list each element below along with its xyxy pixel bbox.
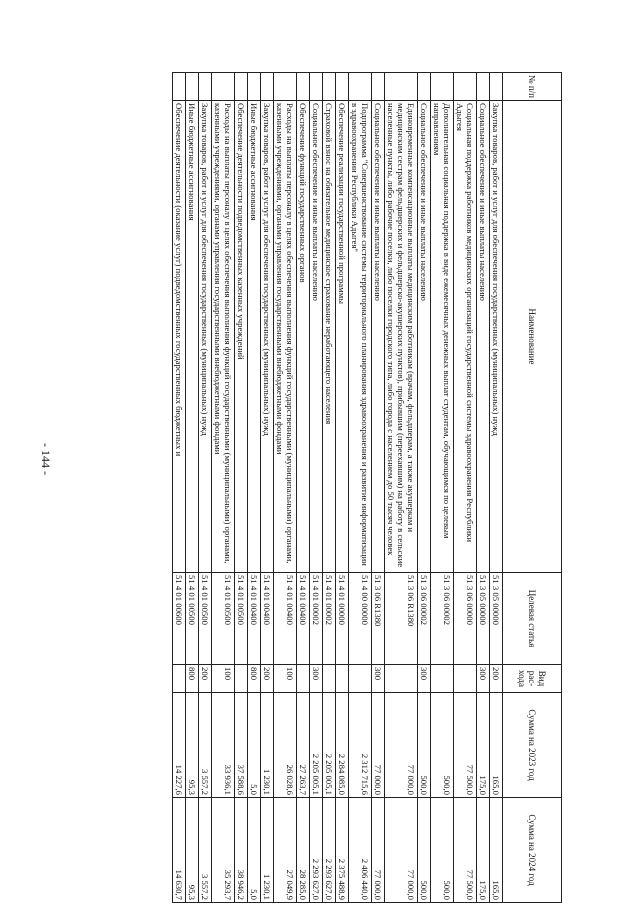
sum-2024-cell: 1 230,1 <box>261 798 274 903</box>
num-cell <box>235 73 248 101</box>
sum-2023-cell: 2 284 085,0 <box>336 693 349 798</box>
sum-2023-cell: 27 263,7 <box>297 693 310 798</box>
sum-2023-cell: 500,0 <box>418 693 431 798</box>
table-row <box>274 73 297 903</box>
sum-2024-cell: 175,0 <box>477 798 490 903</box>
num-cell <box>274 73 297 101</box>
name-cell: Закупка товаров, работ и услуг для обеспечения государственных (муниципальных) нужд <box>261 101 274 573</box>
vid-cell: 200 <box>490 665 503 693</box>
sum-2023-cell: 26 028,6 <box>274 693 297 798</box>
sum-2024-cell: 5,0 <box>248 798 261 903</box>
sum-2024-cell: 38 946,2 <box>235 798 248 903</box>
code-cell: 51 4 01 00002 <box>323 573 336 665</box>
num-cell <box>349 73 372 101</box>
table-header-row <box>503 73 562 903</box>
sum-2024-cell: 500,0 <box>431 798 454 903</box>
table-row <box>261 73 274 903</box>
name-cell: Страховой взнос на обязательное медицинское страхование неработающего населения <box>323 101 336 573</box>
header-num: № п/п <box>503 73 562 101</box>
vid-cell: 800 <box>186 665 199 693</box>
num-cell <box>261 73 274 101</box>
sum-2023-cell: 2 205 005,1 <box>323 693 336 798</box>
num-cell <box>212 73 235 101</box>
code-cell: 51 3 06 00002 <box>431 573 454 665</box>
name-cell: Социальное обеспечение и иные выплаты населению <box>372 101 385 573</box>
sum-2023-cell: 33 936,1 <box>212 693 235 798</box>
vid-cell <box>431 665 454 693</box>
sum-2024-cell: 77 500,0 <box>454 798 477 903</box>
rotated-table-container <box>84 72 562 902</box>
table-row <box>454 73 477 903</box>
sum-2024-cell: 3 557,2 <box>199 798 212 903</box>
code-cell: 51 4 01 00400 <box>248 573 261 665</box>
num-cell <box>199 73 212 101</box>
sum-2023-cell: 1 230,1 <box>261 693 274 798</box>
code-cell: 51 3 05 00000 <box>490 573 503 665</box>
num-cell <box>336 73 349 101</box>
vid-cell: 100 <box>212 665 235 693</box>
sum-2023-cell: 95,3 <box>186 693 199 798</box>
name-cell: Подпрограмма "Совершенствование системы территориального планирования здравоохранения и развитие информатизации в здравоохранении Республики Адыгея" <box>349 101 372 573</box>
name-cell: Социальное обеспечение и иные выплаты населению <box>477 101 490 573</box>
header-vid: Вид рас- хода <box>503 665 562 693</box>
vid-cell <box>323 665 336 693</box>
table-row <box>477 73 490 903</box>
code-cell: 51 4 01 00400 <box>297 573 310 665</box>
code-cell: 51 4 01 00400 <box>274 573 297 665</box>
table-row <box>323 73 336 903</box>
name-cell: Закупка товаров, работ и услуг для обеспечения государственных (муниципальных) нужд <box>199 101 212 573</box>
table-row <box>310 73 323 903</box>
name-cell: Закупка товаров, работ и услуг для обеспечения государственных (муниципальных) нужд <box>490 101 503 573</box>
vid-cell <box>385 665 418 693</box>
vid-cell: 200 <box>261 665 274 693</box>
name-cell: Иные бюджетные ассигнования <box>186 101 199 573</box>
header-name: Наименование <box>503 101 562 573</box>
sum-2024-cell: 27 049,9 <box>274 798 297 903</box>
vid-cell <box>235 665 248 693</box>
sum-2024-cell: 2 406 440,0 <box>349 798 372 903</box>
sum-2023-cell: 5,0 <box>248 693 261 798</box>
table-row <box>173 73 186 903</box>
num-cell <box>372 73 385 101</box>
code-cell: 51 4 01 00500 <box>186 573 199 665</box>
vid-cell <box>349 665 372 693</box>
vid-cell: 300 <box>310 665 323 693</box>
name-cell: Обеспечение деятельности подведомственных казенных учреждений <box>235 101 248 573</box>
name-cell: Социальная поддержка работников медицинских организаций государственной системы здравоохранения Республики Адыгея <box>454 101 477 573</box>
sum-2024-cell: 2 293 627,0 <box>323 798 336 903</box>
name-cell: Обеспечение деятельности (оказание услуг) подведомственных государственных бюджетных и <box>173 101 186 573</box>
sum-2023-cell: 77 000,0 <box>372 693 385 798</box>
code-cell: 51 3 06 R1380 <box>385 573 418 665</box>
sum-2023-cell: 37 588,6 <box>235 693 248 798</box>
num-cell <box>418 73 431 101</box>
code-cell: 51 3 06 00002 <box>418 573 431 665</box>
sum-2024-cell: 14 630,7 <box>173 798 186 903</box>
code-cell: 51 4 01 00500 <box>235 573 248 665</box>
table-row <box>186 73 199 903</box>
vid-cell: 300 <box>418 665 431 693</box>
sum-2024-cell: 2 293 627,0 <box>310 798 323 903</box>
sum-2024-cell: 77 000,0 <box>385 798 418 903</box>
table-row <box>212 73 235 903</box>
vid-cell <box>297 665 310 693</box>
name-cell: Единовременные компенсационные выплаты медицинским работникам (врачам, фельдшерам, а также акушеркам и медицинским сестрам фельдшерских и фельдшерско-акушерских пунктов), прибывшим (переехавшим) на работу в сельские населенные пункты, либо рабочие поселки, либо поселки городского типа, либо города с населением до 50 тысяч человек <box>385 101 418 573</box>
code-cell: 51 4 01 00000 <box>336 573 349 665</box>
code-cell: 51 4 01 00400 <box>261 573 274 665</box>
sum-2024-cell: 2 375 488,9 <box>336 798 349 903</box>
code-cell: 51 4 01 00500 <box>199 573 212 665</box>
table-row <box>336 73 349 903</box>
vid-cell <box>336 665 349 693</box>
table-row <box>349 73 372 903</box>
vid-cell <box>173 665 186 693</box>
table-row <box>385 73 418 903</box>
sum-2023-cell: 3 557,2 <box>199 693 212 798</box>
name-cell: Социальное обеспечение и иные выплаты населению <box>310 101 323 573</box>
sum-2023-cell: 2 312 715,6 <box>349 693 372 798</box>
num-cell <box>297 73 310 101</box>
sum-2023-cell: 77 500,0 <box>454 693 477 798</box>
sum-2023-cell: 77 000,0 <box>385 693 418 798</box>
num-cell <box>431 73 454 101</box>
sum-2024-cell: 35 293,7 <box>212 798 235 903</box>
code-cell: 51 4 01 00500 <box>212 573 235 665</box>
num-cell <box>310 73 323 101</box>
table-row <box>431 73 454 903</box>
num-cell <box>186 73 199 101</box>
sum-2023-cell: 165,0 <box>490 693 503 798</box>
code-cell: 51 3 06 00000 <box>454 573 477 665</box>
budget-table <box>172 72 562 903</box>
vid-cell: 800 <box>248 665 261 693</box>
table-row <box>372 73 385 903</box>
sum-2024-cell: 500,0 <box>418 798 431 903</box>
code-cell: 51 3 06 R1380 <box>372 573 385 665</box>
num-cell <box>454 73 477 101</box>
code-cell: 51 4 00 00000 <box>349 573 372 665</box>
sum-2024-cell: 77 000,0 <box>372 798 385 903</box>
table-row <box>418 73 431 903</box>
num-cell <box>173 73 186 101</box>
sum-2023-cell: 175,0 <box>477 693 490 798</box>
name-cell: Обеспечение функций государственных органов <box>297 101 310 573</box>
vid-cell <box>454 665 477 693</box>
table-row <box>199 73 212 903</box>
vid-cell: 200 <box>199 665 212 693</box>
vid-cell: 300 <box>372 665 385 693</box>
table-row <box>297 73 310 903</box>
header-sum-2024: Сумма на 2024 год <box>503 798 562 903</box>
num-cell <box>385 73 418 101</box>
header-target: Целевая статья <box>503 573 562 665</box>
code-cell: 51 4 01 00600 <box>173 573 186 665</box>
table-row <box>490 73 503 903</box>
sum-2023-cell: 14 227,6 <box>173 693 186 798</box>
name-cell: Социальное обеспечение и иные выплаты населению <box>418 101 431 573</box>
sum-2024-cell: 95,3 <box>186 798 199 903</box>
page-number: - 144 - <box>39 443 53 475</box>
num-cell <box>490 73 503 101</box>
sum-2024-cell: 28 285,0 <box>297 798 310 903</box>
name-cell: Обеспечение реализации государственной программы <box>336 101 349 573</box>
header-sum-2023: Сумма на 2023 год <box>503 693 562 798</box>
vid-cell: 300 <box>477 665 490 693</box>
name-cell: Расходы на выплаты персоналу в целях обеспечения выполнения функций государственными (муниципальными) органами, казенными учреждениями, органами управления государственными внебюджетными фондами <box>274 101 297 573</box>
table-row <box>235 73 248 903</box>
table-row <box>248 73 261 903</box>
name-cell: Дополнительная социальная поддержка в виде ежемесячных денежных выплат студентам, обучающимся по целевым направлениям <box>431 101 454 573</box>
num-cell <box>477 73 490 101</box>
sum-2023-cell: 2 205 005,1 <box>310 693 323 798</box>
num-cell <box>248 73 261 101</box>
num-cell <box>323 73 336 101</box>
vid-cell: 100 <box>274 665 297 693</box>
sum-2023-cell: 500,0 <box>431 693 454 798</box>
sum-2024-cell: 165,0 <box>490 798 503 903</box>
name-cell: Расходы на выплаты персоналу в целях обеспечения выполнения функций государственными (муниципальными) органами, казенными учреждениями, органами управления государственными внебюджетными фондами <box>212 101 235 573</box>
table-body <box>173 73 503 903</box>
name-cell: Иные бюджетные ассигнования <box>248 101 261 573</box>
code-cell: 51 4 01 00002 <box>310 573 323 665</box>
code-cell: 51 3 05 00000 <box>477 573 490 665</box>
